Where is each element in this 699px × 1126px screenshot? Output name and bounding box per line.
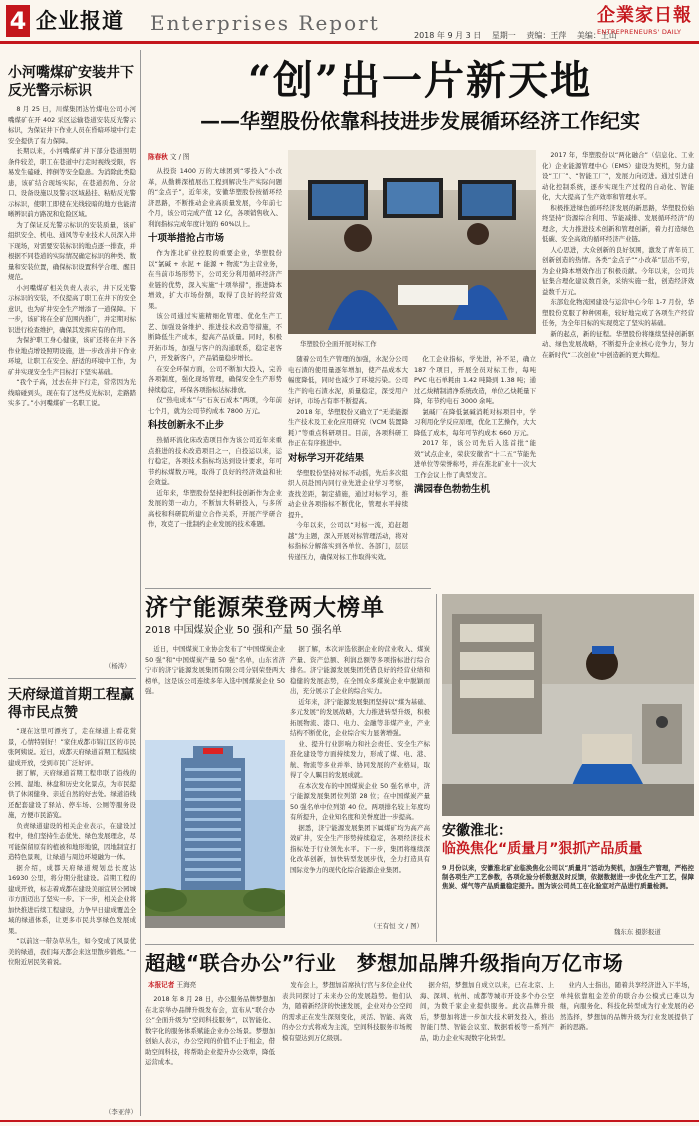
- divider: [8, 678, 136, 679]
- paragraph: 据介绍，梦想加自成立以来，已在北京、上海、深圳、杭州、成都等城市开设多个办公空间，为数千家企业提供服务。此次品牌升级后，梦想加将进一步加大技术研发投入，推出智能门禁、智能会议室、数据看板等一系列产品，助力企业实现数字化转型。: [420, 981, 554, 1042]
- paragraph: 从投资 1400 万的大球团到“零投入”小改革，从勤耕深植展出工程到解决生产实际问题的“金点子”，近年来，安徽华塑股份按循环经济思路，不断推动企业高质量发展，今年前七个月，该公司完成产值 12 亿，各项销售收入、利润指标完成年度计划的 60%以上。: [148, 167, 282, 228]
- issue-weekday: 星期一: [491, 31, 516, 40]
- lead-subhead: 科技创新永不止步: [148, 420, 225, 431]
- paragraph: 积极推进绿色循环经济发展的新思路，华塑股份始终坚持“资源综合利用、节能减排、发展循环经济”的理念，大力推进技术创新和管理创新，着力打造绿色低碳、安全高效的循环经济产业链。: [542, 203, 694, 243]
- lead-photo-caption: 华塑股份全面开展对标工作: [300, 340, 377, 348]
- paragraph: 该公司通过实施精细化管理、优化生产工艺、加强设备维护、推进技术改造等措施，不断降低生产成本，提高产品质量。同时，积极开拓市场，加强与客户的沟通联系，稳定老客户，开发新客户，产品销量稳步增长。: [148, 312, 282, 362]
- bottom-headline: 超越“联合办公”行业 梦想加品牌升级指向万亿市场: [145, 951, 624, 975]
- paragraph: 发布会上，梦想加首席执行官与多位企业代表共同探讨了未来办公的发展趋势。他们认为，随着新经济的快速发展，企业对办公空间的需求正在发生深刻变化，灵活、智能、高效的办公方式将成为主流，空间科技服务市场规模有望达到万亿级别。: [282, 981, 412, 1042]
- paragraph: 热循环流化床改造项目作为该公司近年来重点推进的技术改造项目之一，自投运以来，运行稳定，各项技术指标均达到设计要求，年可节约标煤数万吨，取得了良好的经济效益和社会效益。: [148, 436, 282, 486]
- boxed-headline-1: 安徽淮北：: [442, 823, 512, 839]
- story-title-tianfu: 天府绿道首期工程赢得市民点赞: [8, 687, 134, 721]
- lead-column-1: [148, 166, 282, 582]
- second-column-1a: [145, 644, 285, 736]
- lead-reporter: [148, 152, 190, 162]
- boxed-headline-2: 临涣焦化“质量月”狠抓产品质量: [442, 841, 643, 857]
- paragraph: 为了保证反光警示标识的安装质量，该矿组织安全、机电、通风等专业技术人员深入井下现场，对需要安装标识的地点逐一排查，并根据不同巷道的实际情况确定标识的种类、数量和安装位置，确保标识设置科学合理、醒目规范。: [8, 220, 136, 281]
- story-title-xiaohezui: 小河嘴煤矿安装井下反光警示标识: [8, 65, 134, 99]
- byline-xiaohezui: （杨涛）: [105, 662, 131, 670]
- paragraph: 随着公司生产管理的加强，水泥分公司电石渣的使用量逐年增加，使产品成本大幅度降低，同时也减少了环境污染。公司生产的电石渣水泥，质量稳定，深受用户好评，市场占有率不断提高。: [288, 355, 408, 405]
- section-title-en: Enterprises Report: [150, 11, 380, 35]
- section-title-cn: 企业报道: [36, 9, 124, 33]
- paragraph: 8 月 25 日，川煤集团达竹煤电公司小河嘴煤矿在开 402 采区运输巷道安装反光警示标识，为保证井下作业人员在昏暗环境中行走安全提供了有力保障。: [8, 105, 136, 145]
- byline-second: （王有恒 文 / 图）: [370, 922, 423, 930]
- divider: [145, 944, 694, 945]
- paragraph: 东部危化物流园建设与运营中心今年 1-7 月份，华塑股份克服了种种困难，较好地完成了各项生产经营任务，为全年目标的实现奠定了坚实的基础。: [542, 298, 694, 327]
- paragraph: 2017 年，该公司先后入选首批“能效”试点企业，荣获安徽省“十二五”节能先进单位等荣誉称号，并在淮北矿业十一次大工作会议上作了典型发言。: [414, 439, 536, 479]
- reporter-name: 陈春秋: [148, 153, 168, 161]
- boxed-body: 9 月份以来，安徽淮北矿业临涣焦化公司以“质量月”活动为契机，加强生产管理，严格控制各项生产工艺参数，各项化验分析数据及时反馈，依据数据进一步优化生产工艺，保障焦炭、煤气等产品质量稳定提升。图为该公司员工在化验室对产品进行质量检测。: [442, 864, 694, 890]
- lead-column-2: [288, 354, 408, 582]
- lead-photo: [288, 150, 536, 334]
- paragraph: “我个子高，过去在井下行走，常常因为光线暗碰到头，现在有了这些反光标识，走路踏实多了。”小河嘴煤矿一名职工说。: [8, 378, 136, 407]
- lead-subhead: 对标学习开花结果: [288, 452, 365, 464]
- masthead: [0, 0, 699, 44]
- lead-subheadline: ——华塑股份依靠科技进步发展循环经济工作纪实: [200, 109, 640, 133]
- paragraph: 近日，中国煤炭工业协会发布了“中国煤炭企业 50 强”和“中国煤炭产量 50 强”名单，山东省济宁市的济宁能源发展集团有限公司分别荣登两大榜单，这是该公司连续多年入选中国煤炭企业 50 强。: [145, 645, 285, 695]
- lab-worker-photo: [442, 594, 694, 816]
- paragraph: 在本次发布的中国煤炭企业 50 强名单中，济宁能源发展集团位列第 28 位；在中国煤炭产量 50 强名单中位列第 40 位。两项排名较上年度均有所提升，企业知名度和美誉度进一步提高。: [290, 781, 430, 821]
- paragraph: 近年来，华塑股份坚持把科技创新作为企业发展的第一动力，不断加大科研投入，与多所高校和科研院所建立合作关系，开展产学研合作，攻克了一批制约企业发展的技术难题。: [148, 488, 282, 528]
- bottom-column-4: [560, 980, 694, 1116]
- reporter-label: 本报记者: [148, 981, 175, 989]
- second-column-2: [290, 644, 430, 920]
- second-photo: [145, 740, 285, 928]
- paragraph: 仅“热电成本”与“石灰石成本”两项，今年前七个月，就为公司节约成本 7800 万元。: [148, 396, 282, 415]
- reporter-name: 王海亮: [176, 981, 197, 989]
- lead-subhead: 满园春色勃勃生机: [414, 484, 491, 495]
- paragraph: 负责绿道建设的相关企业表示，在建设过程中，他们坚持生态优先、绿色发展理念，尽可能保留原有的植被和地形地貌，因地制宜打造特色景观，让绿道与周边环境融为一体。: [8, 821, 136, 861]
- paragraph: 据悉，济宁能源发展集团下属煤矿均为高产高效矿井，安全生产形势持续稳定，各项经济技术指标处于行业领先水平。下一步，集团将继续深化改革创新，加快转型发展步伐，全力打造具有国际竞争力的现代化综合能源企业集团。: [290, 823, 430, 874]
- story-body-xiaohezui: [8, 104, 136, 659]
- paragraph: 长期以来，小河嘴煤矿井下部分巷道照明条件较差，职工在巷道中行走时视线受限，容易发生磕碰、摔倒等安全隐患。为消除此类隐患，该矿结合现场实际，在巷道拐角、分岔口、设备设施以及警示区域悬挂、粘贴反光警示标识，使职工即使在光线较暗的地方也能清晰辨识前方路况和危险区域。: [8, 147, 136, 218]
- masthead-rule: [0, 41, 699, 44]
- paragraph: 在安全环保方面，公司不断加大投入，完善各项制度，强化现场管理，确保安全生产形势持续稳定，环保各项指标达标排放。: [148, 364, 282, 394]
- office-building-photo: [145, 740, 285, 928]
- issue-designer: 美编：王山: [576, 31, 617, 40]
- column-divider: [436, 594, 437, 942]
- lead-column-4: [542, 150, 694, 582]
- paragraph: 化工企业指标，学先进，补不足，确立 187 个项目，开展全员对标工作，每吨 PVC 电石单耗由 1.42 吨降到 1.38 吨；通过乙炔精制清净系统改造，单位乙炔耗量下降，年节约电石 3000 余吨。: [414, 355, 536, 405]
- control-room-photo: [288, 150, 536, 334]
- newspaper-logo: 企業家日報: [597, 5, 692, 26]
- paragraph: 氯碱厂在降低氯碱消耗对标项目中，学习利用化学反应原理，优化工艺操作，大大降低了成本，每年可节约成本 660 万元。: [414, 407, 536, 437]
- story-body-tianfu: [8, 726, 136, 1114]
- second-column-1b: [145, 930, 285, 942]
- paragraph: 2017 年，华塑股份以“两化融合”（信息化、工业化）企业能源管理中心（EMS）建设为契机，努力建设“工厂”、“智能工厂”，发展力向迈进。通过引进自动化控制系统，逐步实现生产过程的自动化、智能化，大大提高了生产效率和管理水平。: [542, 151, 694, 201]
- paragraph: 作为淮北矿业控股的重要企业，华塑股份以“氯碱 + 水泥 + 能源 + 物流”为主营业务，在当前市场形势下，公司充分利用循环经济产业链的优势，深入实施“十项举措”，推进降本增效，扩大市场份额，取得了良好的经营效果。: [148, 249, 282, 310]
- lead-subhead: 十项举措抢占市场: [148, 233, 225, 244]
- paragraph: 2018 年，华塑股份又确立了“无柔能源生产技术及工业化应用研究（VCM 装置降耗）”等重点科研项目。目前，各项科研工作正在有序推进中。: [288, 407, 408, 447]
- paragraph: 2018 年 8 月 28 日，办公服务品牌梦想加在北京举办品牌升级发布会，宣布从“联合办公”全面升级为“空间科技服务”，以智能化、数字化的服务体系赋能企业办公场景。梦想加创始人表示，办公空间的价值不止于租金，借助空间科技，将帮助企业提升办公效率，降低运营成本。: [145, 995, 275, 1066]
- bottom-column-3: [420, 980, 554, 1116]
- bottom-reporter: [148, 980, 196, 990]
- reporter-suffix: 文 / 图: [169, 153, 190, 161]
- issue-meta: [414, 31, 625, 41]
- page-number: 4: [6, 5, 30, 37]
- byline-boxed: 魏东东 摄影报道: [614, 928, 661, 936]
- lead-headline: “创”出一片新天地: [247, 57, 592, 104]
- paragraph: 业内人士指出，随着共享经济进入下半场，单纯依靠租金差价的联合办公模式已难以为继，向服务化、科技化转型成为行业发展的必然选择，梦想加的品牌升级为行业发展提供了新的思路。: [560, 981, 694, 1031]
- paragraph: 业、提升行业影响力和社会责任、安全生产标准化建设等方面持续发力，形成了煤、电、港、航、物流等多业并举、协同发展的产业格局，取得了令人瞩目的发展成就。: [290, 739, 430, 779]
- lead-column-3: [414, 354, 536, 582]
- second-headline: 济宁能源荣登两大榜单: [145, 595, 385, 621]
- issue-date: 2018 年 9 月 3 日: [414, 31, 482, 40]
- boxed-photo: [442, 594, 694, 816]
- byline-tianfu: （李亚萍）: [105, 1108, 137, 1116]
- paragraph: 新的起点，新的征程。华塑股份将继续坚持创新驱动、绿色发展战略，不断提升企业核心竞争力，努力在新时代“二次创业”中创造新的更大辉煌。: [542, 329, 694, 359]
- paragraph: 据介绍，成都天府绿道规划总长度达 16930 公里，将分期分批建设。首期工程的建成开放，标志着成都在建设美丽宜居公园城市方面迈出了坚实一步。下一步，相关企业将加快推进后续工程建设，力争早日建成覆盖全域的绿道体系，让更多市民共享绿色发展成果。: [8, 863, 136, 935]
- paragraph: 今年以来，公司以“对标一流，追赶超越”为主题，深入开展对标管理活动，将对标指标分解落实到各单位、各部门，层层传递压力，确保对标工作取得实效。: [288, 521, 408, 561]
- paragraph: 近年来，济宁能源发展集团坚持以“煤为基础、多元发展”的发展战略，大力推进转型升级，积极拓展物流、港口、电力、金融等非煤产业，产业结构不断优化，企业综合实力显著增强。: [290, 697, 430, 737]
- second-subheadline: 2018 中国煤炭企业 50 强和产量 50 强名单: [145, 625, 342, 636]
- page-bottom-rule: [0, 1120, 699, 1122]
- paragraph: “现在这里可漂亮了，走在绿道上看花赏景，心情特别好！”家住成都市锦江区的市民张阿姨说。近日，成都天府绿道首期工程陆续建成开放，受到市民广泛好评。: [8, 727, 136, 767]
- divider: [145, 588, 431, 589]
- bottom-column-2: [282, 980, 412, 1116]
- paragraph: “以前这一带杂草丛生，如今变成了风景优美的绿道，我们每天都会来这里散步锻炼。”一位附近居民笑着说。: [8, 937, 136, 966]
- bottom-column-1: [145, 994, 275, 1116]
- paragraph: 人心思进，大众创新的良好氛围，激发了青年员工创新创造的热情。各类“金点子”“小改革”层出不穷，为企业降本增效作出了积极贡献。今年以来，公司共征集合理化建议数百条，采纳实施一批，创造经济效益数千万元。: [542, 245, 694, 296]
- paragraph: 据了解，本次评选依据企业的营业收入、煤炭产量、资产总额、利润总额等多项指标进行综合排名。济宁能源发展集团凭借良好的经营业绩和稳健的发展态势，在全国众多煤炭企业中脱颖而出，充分展示了企业的综合实力。: [290, 645, 430, 695]
- issue-editor: 责编：王萍: [526, 31, 567, 40]
- paragraph: 小河嘴煤矿相关负责人表示，井下反光警示标识的安装，不仅提高了职工在井下的安全意识，也为矿井安全生产增添了一道保障。下一步，该矿将在全矿范围内推广，并定期对标识进行检查维护，确保其发挥应有的作用。: [8, 283, 136, 334]
- paragraph: 为保护职工身心健康，该矿还将在井下各作业地点增设照明设施，进一步改善井下作业环境，让职工在安全、舒适的环境中工作，为矿井实现安全生产目标打下坚实基础。: [8, 336, 136, 376]
- column-divider: [140, 50, 141, 1116]
- paragraph: 华塑股份坚持对标不动摇，先后多次组织人员赴国内同行业先进企业学习考察，查找差距，制定措施，通过对标学习，推动企业各项指标不断优化，管理水平持续提升。: [288, 468, 408, 519]
- paragraph: 据了解，天府绿道首期工程串联了沿线的公园、湿地、林盘和历史文化景点，为市民提供了休闲健身、亲近自然的好去处。绿道沿线还配套建设了驿站、停车场、公厕等服务设施，方便市民游览。: [8, 769, 136, 819]
- newspaper-logo-en: ENTREPRENEURS' DAILY: [597, 28, 682, 36]
